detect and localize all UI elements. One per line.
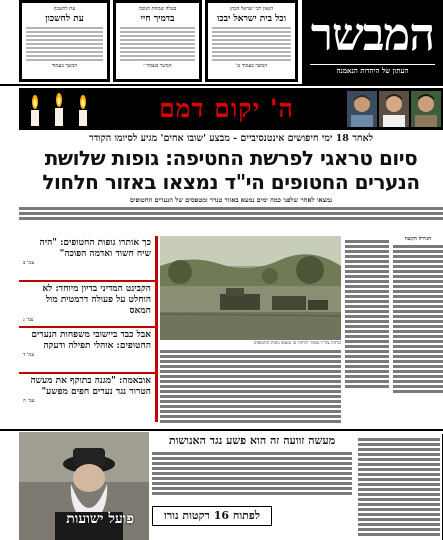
sidebar-item[interactable] <box>19 328 158 374</box>
masthead-title: המבשר <box>310 8 435 61</box>
headline-line-2: הנערים החטופים הי"ד נמצאו באזור חלחול <box>42 170 420 194</box>
news-photo <box>160 236 341 340</box>
top-box-foot: המשך בעמוד י <box>143 63 172 69</box>
top-box-3 <box>19 0 110 82</box>
subdeck: נמצאו לאחר שלפני כמה ימים נמצא באזור טנדר ומטפסים של הנערים החטופים <box>129 196 333 204</box>
top-box-foot: המשך בעמוד ט' <box>235 63 268 69</box>
headline-line-1: סיום טראגי לפרשת החטיפה: גופות שלושת <box>44 146 418 170</box>
candles-image <box>23 92 99 126</box>
top-box-topline: עת לחשכון <box>53 6 76 12</box>
promo-title: פועל ישועות <box>66 511 134 527</box>
photo-caption: כוחות צה"ל באזור חלחול בו נמצאו גופות החטופים <box>253 341 341 346</box>
sidebar-item-page: עמ' ה <box>23 398 35 404</box>
bottom-headline: מעשה זוועה זה הוא פשע נגד האנושות <box>168 434 336 447</box>
banner-title: ה' יקום דמם <box>159 94 294 123</box>
bottom-article <box>152 450 352 500</box>
masthead-rule <box>0 84 443 86</box>
top-box-topline: בטלה שמחת חנוכה <box>138 6 177 12</box>
sidebar-item[interactable] <box>19 282 158 328</box>
bottom-subheadline: לפתוח 16 רקטות נורו <box>152 506 272 526</box>
article-col-heading: הגזירה הקשה <box>404 236 432 242</box>
article-under-photo <box>160 348 341 426</box>
top-box-title: בדמיך חיי <box>140 14 175 24</box>
top-box-1 <box>205 0 298 82</box>
sidebar-item-page: עמ' ב <box>23 260 35 266</box>
sidebar-headlines <box>19 236 158 428</box>
article-col-promo <box>343 236 391 396</box>
sidebar-item-page: עמ' ג <box>23 317 34 323</box>
sidebar-item[interactable] <box>19 236 158 282</box>
portrait-images <box>347 91 441 127</box>
masthead-subtitle: העתון של היהדות הנאמנה <box>310 64 435 76</box>
top-box-topline: הגאון רבי ישראל הכהן <box>229 6 274 12</box>
sidebar-item-text: הקבינט המדיני בדיון מיוחד: לא הוחלט על פעולה דרמטית מול חמאס <box>42 284 151 316</box>
kicker: לאחר 18 ימי חיפושים אינטנסיביים - מבצע 'שובו אחים' מגיע לסיומו הקודר <box>88 133 374 144</box>
top-box-foot: המשך בעמוד <box>51 63 78 69</box>
top-box-title: וכל בית ישראל יבכו <box>216 14 287 24</box>
sidebar-item-text: כך אותרו גופות החטופים: "היה שיח חשוד ואדמה הפוכה" <box>39 238 151 259</box>
masthead <box>302 0 443 84</box>
sidebar-item-text: אבל כבד ביישובי משפחות הנערים החטופים: אוהלי תפילה ודעקה <box>31 330 151 351</box>
sidebar-item-text: אובאמה: "מגנה בתוקף את מעשה הטרור נגד נערים חפים מפשע" <box>30 376 151 397</box>
sidebar-item[interactable] <box>19 374 158 422</box>
section-rule <box>0 429 443 431</box>
memorial-banner <box>19 88 443 130</box>
sidebar-item-page: עמ' ד <box>23 352 35 358</box>
top-box-title: עת לחשכון <box>45 14 84 24</box>
bottom-right-articles <box>356 434 443 540</box>
subdeck-lines <box>19 205 443 225</box>
top-box-2 <box>113 0 202 82</box>
